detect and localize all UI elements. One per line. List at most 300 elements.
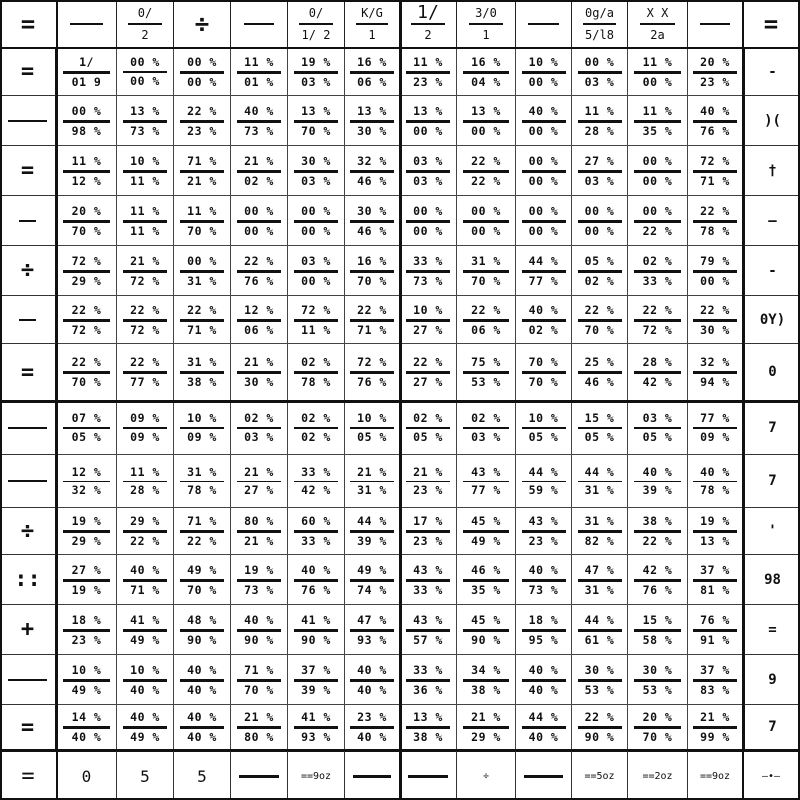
header-numerator: X X: [646, 5, 669, 20]
header-col: [231, 0, 288, 48]
fraction-cell: [572, 455, 628, 508]
left-symbol: ÷: [20, 518, 35, 544]
fraction-cell: [688, 344, 743, 401]
fraction-bar: [237, 71, 282, 74]
fraction-bar: [294, 629, 339, 632]
cell-denominator: 03 %: [301, 74, 331, 89]
fraction-bar: [63, 726, 110, 729]
cell-numerator: 31 %: [187, 464, 217, 479]
fraction-cell: [174, 655, 231, 705]
fraction-cell: [57, 555, 117, 605]
cell-denominator: 23 %: [71, 632, 102, 647]
cell-denominator: 49 %: [471, 534, 501, 548]
dash-symbol: [19, 220, 36, 222]
fraction-bar: [180, 371, 225, 374]
cell-numerator: 40 %: [528, 103, 559, 118]
cell-numerator: 07 %: [71, 411, 102, 426]
fraction-cell: [457, 296, 516, 344]
cell-denominator: 91 %: [700, 632, 730, 647]
fraction-cell: [688, 455, 743, 508]
fraction-bar: [294, 371, 339, 374]
cell-denominator: 11 %: [130, 173, 160, 188]
fraction-bar: [350, 319, 393, 322]
row-right-symbol: [743, 508, 800, 555]
left-symbol: +: [20, 617, 35, 642]
fraction-cell: [345, 401, 400, 455]
cell-numerator: 40 %: [528, 562, 559, 577]
cell-numerator: 19 %: [700, 514, 730, 528]
cell-numerator: 16 %: [357, 253, 387, 268]
fraction-cell: [57, 48, 117, 96]
cell-numerator: 16 %: [357, 54, 387, 69]
cell-denominator: 40 %: [187, 730, 217, 744]
row-left-symbol: [0, 705, 57, 750]
cell-denominator: 03 %: [471, 429, 501, 444]
fraction-bar: [634, 579, 681, 582]
fraction-cell: [688, 401, 743, 455]
cell-numerator: 22 %: [130, 302, 160, 317]
cell-denominator: 83 %: [700, 682, 730, 697]
cell-denominator: 21 %: [187, 173, 217, 188]
cell-denominator: 23 %: [413, 483, 443, 498]
cell-numerator: 49 %: [357, 562, 387, 577]
cell-denominator: 03 %: [244, 429, 274, 444]
fraction-bar: [63, 679, 110, 682]
cell-denominator: 94 %: [700, 375, 730, 389]
right-symbol: -: [768, 63, 777, 80]
fraction-bar: [522, 170, 566, 173]
cell-numerator: 13 %: [413, 103, 443, 118]
fraction-cell: [288, 146, 345, 196]
fraction-bar: [578, 679, 622, 682]
fraction-cell: [572, 344, 628, 401]
fraction-cell: [288, 196, 345, 246]
header-dash: [244, 23, 275, 25]
fraction-cell: [572, 605, 628, 655]
fraction-cell: [572, 401, 628, 455]
cell-denominator: 09 %: [187, 429, 217, 444]
fraction-cell: [174, 344, 231, 401]
row-right-symbol: [743, 96, 800, 146]
cell-numerator: 22 %: [187, 103, 217, 118]
cell-denominator: 27 %: [413, 322, 443, 337]
grid-line: [0, 0, 800, 2]
fraction-bar: [123, 220, 168, 223]
fraction-bar: [123, 629, 168, 632]
right-symbol: 0: [768, 364, 777, 380]
row-left-symbol: [0, 401, 57, 455]
row-right-symbol: [743, 605, 800, 655]
cell-numerator: 41 %: [130, 612, 160, 627]
cell-denominator: 40 %: [357, 730, 387, 744]
fraction-bar: [237, 481, 282, 483]
fraction-cell: [516, 296, 572, 344]
cell-numerator: 48 %: [187, 612, 217, 627]
fraction-cell: [57, 296, 117, 344]
cell-numerator: 05 %: [584, 253, 615, 268]
fraction-cell: [231, 296, 288, 344]
cell-numerator: 11 %: [130, 203, 160, 218]
fraction-cell: [572, 196, 628, 246]
cell-denominator: 03 %: [584, 74, 615, 89]
header-right-corner: [743, 0, 800, 48]
cell-numerator: 10 %: [130, 153, 160, 168]
right-symbol: )(: [764, 112, 781, 129]
cell-numerator: 14 %: [71, 710, 102, 724]
cell-denominator: 05 %: [584, 429, 615, 444]
cell-numerator: 27 %: [584, 153, 615, 168]
cell-numerator: 22 %: [413, 355, 443, 369]
cell-denominator: 59 %: [528, 483, 559, 498]
fraction-cell: [516, 96, 572, 146]
header-dash: [70, 23, 102, 25]
fraction-bar: [63, 371, 110, 374]
cell-denominator: 38 %: [413, 730, 443, 744]
header-denominator: 2a: [650, 27, 665, 42]
cell-denominator: 21 %: [244, 534, 274, 548]
cell-denominator: 70 %: [357, 273, 387, 288]
cell-denominator: 00 %: [130, 73, 160, 88]
fraction-cell: [345, 344, 400, 401]
cell-denominator: 73 %: [244, 582, 274, 597]
cell-denominator: 31 %: [187, 273, 217, 288]
fraction-cell: [345, 296, 400, 344]
cell-denominator: 05 %: [528, 429, 559, 444]
header-denominator: 2: [424, 27, 432, 42]
cell-numerator: 10 %: [528, 411, 559, 426]
fraction-bar: [693, 481, 736, 483]
fraction-bar: [63, 120, 110, 123]
cell-denominator: 90 %: [244, 632, 274, 647]
fraction-cell: [400, 246, 457, 296]
cell-numerator: 28 %: [642, 355, 673, 369]
cell-numerator: 75 %: [471, 355, 501, 369]
cell-denominator: 22 %: [471, 173, 501, 188]
footer-cell: [231, 750, 288, 800]
fraction-bar: [522, 427, 566, 429]
cell-denominator: 40 %: [528, 682, 559, 697]
fraction-bar: [522, 629, 566, 632]
dash-symbol: [19, 319, 36, 321]
fraction-bar: [406, 71, 451, 74]
cell-denominator: 05 %: [71, 429, 102, 444]
cell-numerator: 00 %: [187, 253, 217, 268]
fraction-bar: [406, 427, 451, 429]
fraction-bar: [578, 371, 622, 374]
cell-denominator: 00 %: [471, 223, 501, 238]
row-right-symbol: [743, 246, 800, 296]
cell-numerator: 11 %: [187, 203, 217, 218]
fraction-bar: [350, 679, 393, 682]
fraction-bar: [294, 481, 339, 483]
cell-numerator: 32 %: [700, 355, 730, 369]
fraction-cell: [345, 508, 400, 555]
cell-numerator: 10 %: [130, 662, 160, 677]
cell-numerator: 22 %: [71, 302, 102, 317]
fraction-bar: [294, 427, 339, 429]
cell-denominator: 09 %: [130, 429, 160, 444]
fraction-cell: [457, 96, 516, 146]
fraction-bar: [406, 270, 451, 273]
fraction-bar: [693, 319, 736, 322]
fraction-cell: [117, 296, 174, 344]
cell-denominator: 70 %: [528, 375, 559, 389]
cell-numerator: 31 %: [584, 514, 615, 528]
row-right-symbol: [743, 655, 800, 705]
fraction-cell: [117, 344, 174, 401]
cell-denominator: 01 %: [244, 74, 274, 89]
header-denominator: 2: [141, 27, 149, 42]
cell-numerator: 72 %: [357, 355, 387, 369]
fraction-cell: [345, 196, 400, 246]
cell-denominator: 00 %: [413, 123, 443, 138]
fraction-bar: [693, 679, 736, 682]
footer-bar: [408, 775, 447, 778]
fraction-bar: [406, 530, 451, 533]
cell-numerator: 38 %: [642, 514, 673, 528]
cell-denominator: 05 %: [357, 429, 387, 444]
fraction-cell: [231, 455, 288, 508]
footer-left-symbol: =: [21, 763, 35, 789]
cell-numerator: 27 %: [71, 562, 102, 577]
fraction-bar: [123, 319, 168, 322]
fraction-bar: [463, 220, 509, 223]
cell-denominator: 19 %: [71, 582, 102, 597]
cell-numerator: 13 %: [130, 103, 160, 118]
cell-denominator: 22 %: [642, 534, 673, 548]
cell-numerator: 22 %: [642, 302, 673, 317]
cell-denominator: 06 %: [357, 74, 387, 89]
fraction-cell: [400, 555, 457, 605]
cell-numerator: 10 %: [357, 411, 387, 426]
cell-denominator: 40 %: [357, 682, 387, 697]
cell-numerator: 40 %: [528, 662, 559, 677]
cell-denominator: 49 %: [130, 730, 160, 744]
cell-denominator: 09 %: [700, 429, 730, 444]
cell-denominator: 40 %: [528, 730, 559, 744]
cell-denominator: 82 %: [584, 534, 615, 548]
cell-numerator: 10 %: [528, 54, 559, 69]
cell-numerator: 00 %: [244, 203, 274, 218]
fraction-bar: [578, 726, 622, 729]
fraction-cell: [516, 146, 572, 196]
cell-numerator: 29 %: [130, 514, 160, 528]
fraction-cell: [628, 48, 688, 96]
cell-numerator: 42 %: [642, 562, 673, 577]
fraction-bar: [180, 170, 225, 173]
fraction-cell: [628, 705, 688, 750]
fraction-bar: [237, 120, 282, 123]
fraction-cell: [572, 705, 628, 750]
right-symbol: 7: [768, 473, 777, 489]
cell-denominator: 71 %: [700, 173, 730, 188]
fraction-cell: [288, 246, 345, 296]
fraction-bar: [522, 726, 566, 729]
fraction-bar: [693, 629, 736, 632]
header-col: [628, 0, 688, 48]
fraction-bar: [123, 170, 168, 173]
fraction-bar: [578, 71, 622, 74]
fraction-bar: [123, 481, 168, 483]
fraction-cell: [288, 48, 345, 96]
header-col: [117, 0, 174, 48]
cell-numerator: 40 %: [528, 302, 559, 317]
fraction-cell: [516, 555, 572, 605]
fraction-cell: [572, 246, 628, 296]
fraction-cell: [174, 555, 231, 605]
cell-numerator: 00 %: [187, 54, 217, 69]
cell-denominator: 78 %: [301, 375, 331, 389]
cell-denominator: 39 %: [357, 534, 387, 548]
fraction-bar: [406, 319, 451, 322]
cell-denominator: 11 %: [130, 223, 160, 238]
cell-numerator: 40 %: [187, 710, 217, 724]
cell-numerator: 21 %: [700, 710, 730, 724]
fraction-bar: [406, 481, 451, 483]
cell-numerator: 03 %: [301, 253, 331, 268]
fraction-bar: [180, 71, 225, 74]
fraction-cell: [628, 508, 688, 555]
cell-denominator: 76 %: [642, 582, 673, 597]
header-denominator: 5/l8: [585, 27, 614, 42]
fraction-cell: [400, 146, 457, 196]
fraction-cell: [516, 655, 572, 705]
right-corner-symbol: =: [763, 9, 779, 38]
fraction-bar: [463, 371, 509, 374]
row-left-symbol: [0, 455, 57, 508]
cell-denominator: 02 %: [584, 273, 615, 288]
header-numerator: 0/: [137, 5, 153, 20]
fraction-cell: [628, 555, 688, 605]
cell-denominator: 30 %: [700, 322, 730, 337]
footer-value: 0: [81, 766, 92, 786]
right-symbol: 0Y): [759, 311, 786, 328]
fraction-cell: [628, 96, 688, 146]
fraction-cell: [117, 146, 174, 196]
dash-symbol: [8, 120, 47, 122]
row-right-symbol: [743, 296, 800, 344]
fraction-cell: [231, 246, 288, 296]
fraction-bar: [693, 371, 736, 374]
fraction-cell: [57, 196, 117, 246]
footer-cell: [57, 750, 117, 800]
fraction-cell: [57, 246, 117, 296]
header-denominator: 1: [368, 27, 376, 42]
fraction-cell: [57, 344, 117, 401]
cell-denominator: 53 %: [584, 682, 615, 697]
cell-denominator: 00 %: [301, 223, 331, 238]
cell-denominator: 00 %: [528, 123, 559, 138]
fraction-cell: [231, 48, 288, 96]
cell-denominator: 61 %: [584, 632, 615, 647]
fraction-bar: [693, 220, 736, 223]
cell-denominator: 78 %: [187, 483, 217, 498]
right-symbol: 98: [764, 571, 781, 588]
fraction-bar: [693, 579, 736, 582]
header-numerator: 0g/a: [585, 5, 614, 20]
cell-denominator: 90 %: [301, 632, 331, 647]
fraction-bar: [123, 530, 168, 533]
cell-numerator: 40 %: [700, 103, 730, 118]
cell-denominator: 72 %: [71, 322, 102, 337]
fraction-cell: [572, 48, 628, 96]
fraction-bar: [180, 679, 225, 682]
cell-denominator: 00 %: [700, 273, 730, 288]
fraction-bar: [578, 120, 622, 123]
cell-denominator: 03 %: [584, 173, 615, 188]
cell-numerator: 45 %: [471, 514, 501, 528]
cell-numerator: 19 %: [301, 54, 331, 69]
cell-denominator: 78 %: [700, 223, 730, 238]
cell-numerator: 02 %: [471, 411, 501, 426]
fraction-cell: [288, 401, 345, 455]
cell-numerator: 44 %: [357, 514, 387, 528]
fraction-bar: [693, 270, 736, 273]
header-numerator: 3/0: [475, 5, 497, 20]
fraction-cell: [231, 605, 288, 655]
fraction-bar: [350, 579, 393, 582]
footer-cell: [457, 750, 516, 800]
cell-denominator: 00 %: [528, 173, 559, 188]
footer-right: [743, 750, 800, 800]
fraction-cell: [457, 401, 516, 455]
fraction-cell: [628, 196, 688, 246]
fraction-cell: [117, 555, 174, 605]
cell-denominator: 93 %: [301, 730, 331, 744]
row-right-symbol: [743, 344, 800, 401]
cell-numerator: 44 %: [584, 464, 615, 479]
corner-symbol: =: [20, 9, 36, 38]
fraction-bar: [578, 629, 622, 632]
fraction-bar: [294, 270, 339, 273]
fraction-cell: [174, 196, 231, 246]
fraction-bar: [350, 629, 393, 632]
cell-denominator: 27 %: [413, 375, 443, 389]
cell-numerator: 10 %: [187, 411, 217, 426]
cell-denominator: 05 %: [642, 429, 673, 444]
fraction-bar: [463, 120, 509, 123]
cell-denominator: 70 %: [71, 375, 102, 389]
fraction-bar: [693, 170, 736, 173]
fraction-bar: [634, 726, 681, 729]
fraction-cell: [57, 605, 117, 655]
footer-right-symbol: –•–: [761, 770, 781, 782]
fraction-cell: [231, 508, 288, 555]
cell-denominator: 90 %: [187, 632, 217, 647]
fraction-cell: [572, 296, 628, 344]
header-corner: [0, 0, 57, 48]
fraction-bar: [693, 120, 736, 123]
fraction-bar: [634, 170, 681, 173]
cell-numerator: 03 %: [642, 411, 673, 426]
fraction-bar: [406, 170, 451, 173]
cell-numerator: 13 %: [471, 103, 501, 118]
cell-numerator: 02 %: [301, 411, 331, 426]
fraction-bar: [406, 679, 451, 682]
cell-denominator: 42 %: [642, 375, 673, 389]
row-left-symbol: [0, 555, 57, 605]
cell-denominator: 22 %: [130, 534, 160, 548]
fraction-cell: [688, 605, 743, 655]
cell-numerator: 00 %: [528, 203, 559, 218]
fraction-bar: [640, 23, 675, 25]
cell-numerator: 34 %: [471, 662, 501, 677]
header-denominator: 1: [482, 27, 490, 42]
header-col: [688, 0, 743, 48]
cell-denominator: 72 %: [642, 322, 673, 337]
fraction-cell: [117, 705, 174, 750]
header-symbol: ÷: [194, 9, 210, 38]
